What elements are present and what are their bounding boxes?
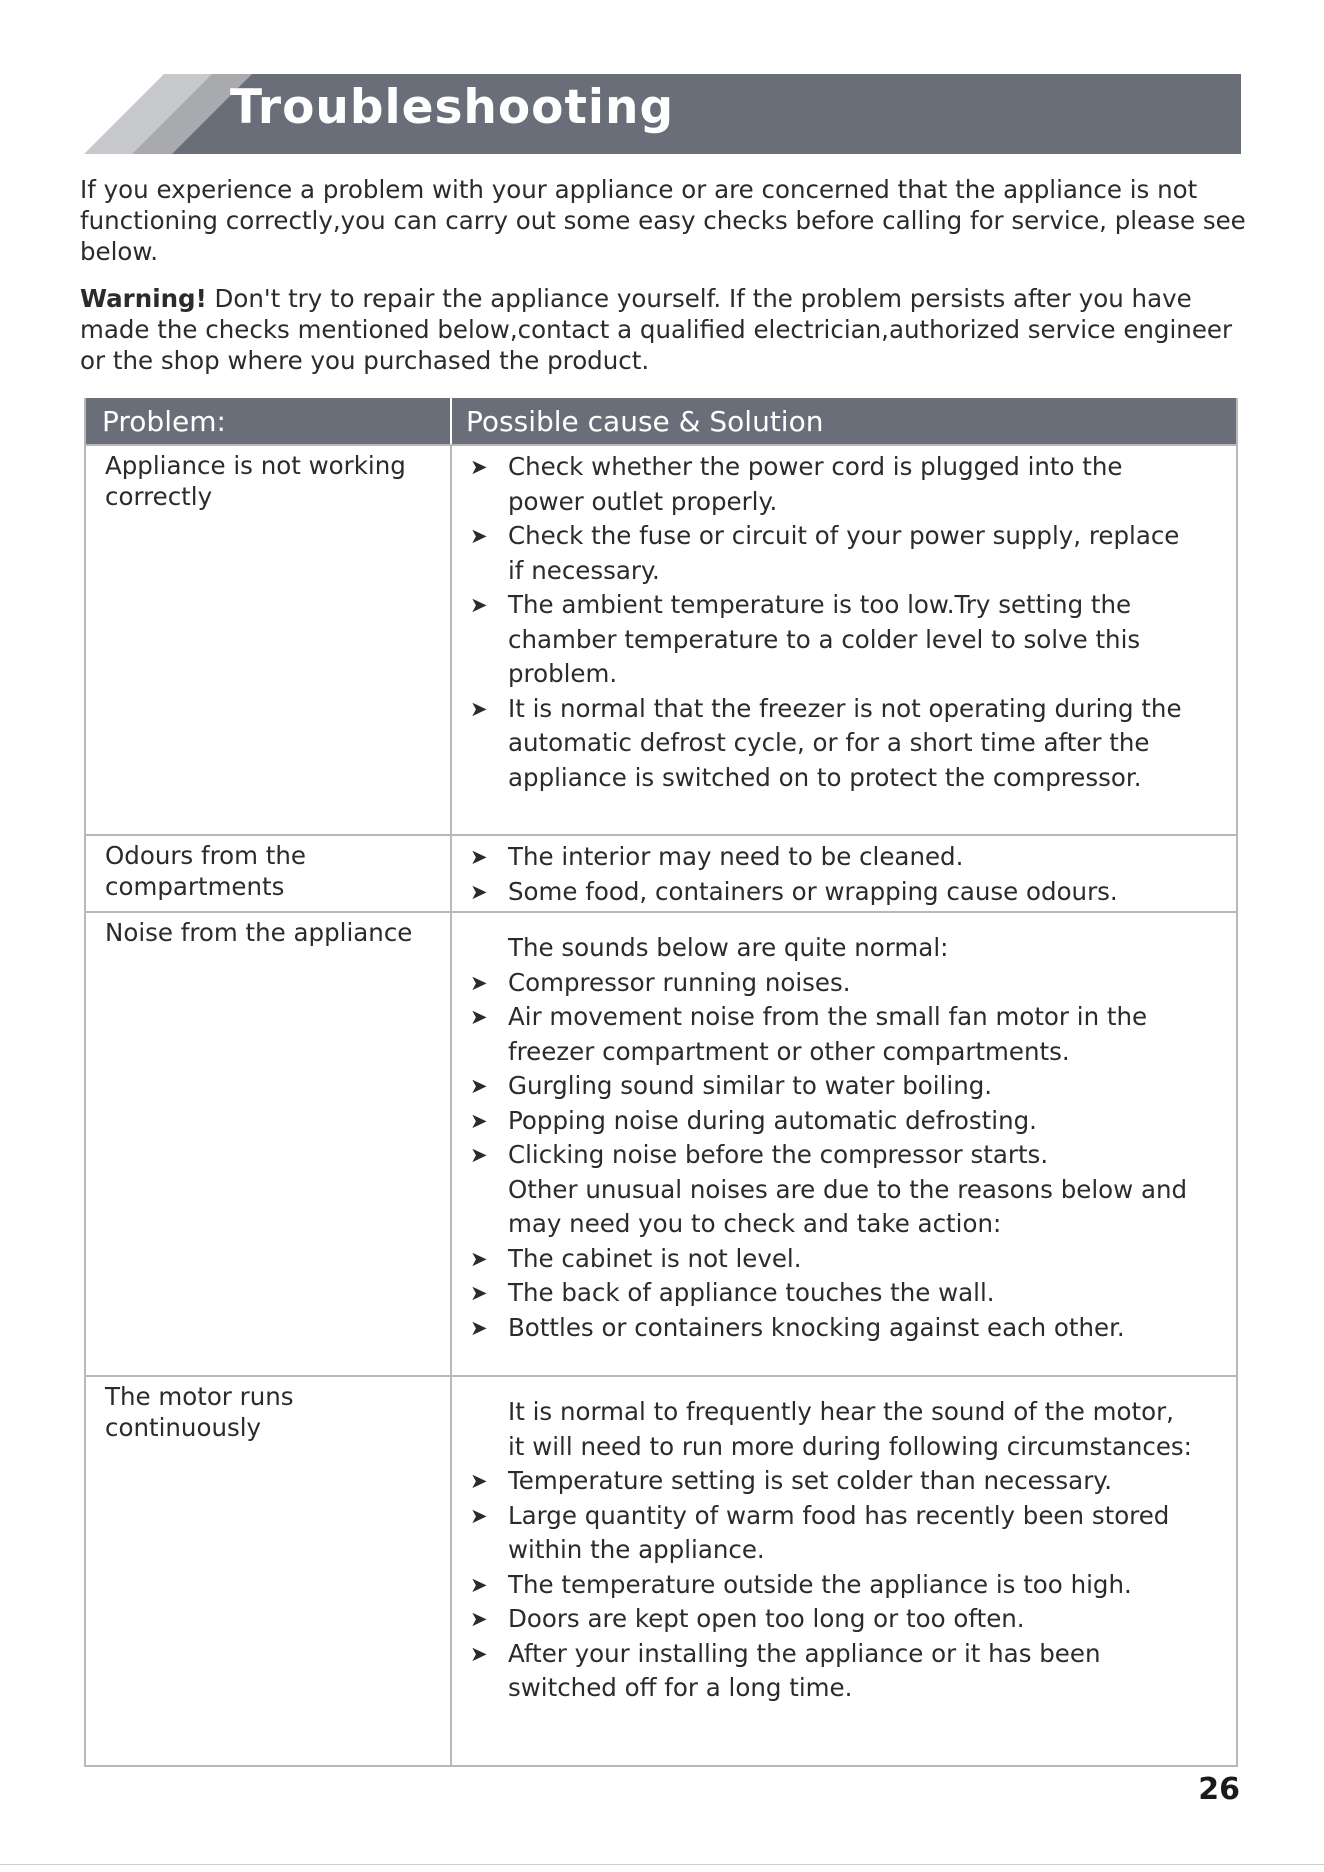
arrow-bullet-icon: ➤ (470, 1005, 488, 1029)
intro-section (80, 174, 1250, 376)
item-text: The ambient temperature is too low.Try setting the chamber temperature to a colder level to solve this problem. (508, 590, 1141, 688)
footer-rule (0, 1864, 1324, 1865)
arrow-bullet-icon: ➤ (470, 970, 488, 995)
table-row (86, 834, 1236, 911)
item-text: Compressor running noises. (508, 967, 851, 997)
item-text: Air movement noise from the small fan motor in the freezer compartment or other compartments. (508, 1002, 1148, 1066)
bullet-item (470, 1104, 1196, 1139)
solution-cell (452, 1377, 1236, 1765)
solution-cell (452, 913, 1236, 1375)
item-text: Large quantity of warm food has recently been stored within the appliance. (508, 1500, 1170, 1564)
troubleshooting-table (84, 398, 1238, 1767)
item-text: Clicking noise before the compressor starts. (508, 1140, 1049, 1169)
item-text: After your installing the appliance or it has been switched off for a long time. (508, 1638, 1101, 1702)
bullet-item (470, 966, 1196, 1001)
note-item (470, 931, 1196, 966)
arrow-bullet-icon: ➤ (470, 1641, 488, 1666)
item-text: The temperature outside the appliance is too high. (508, 1569, 1132, 1599)
table-row (86, 444, 1236, 834)
bullet-item (470, 1138, 1196, 1173)
item-text: The cabinet is not level. (508, 1243, 802, 1273)
note-item (470, 1395, 1196, 1464)
arrow-bullet-icon: ➤ (470, 524, 488, 548)
bullet-item (470, 588, 1196, 692)
arrow-bullet-icon: ➤ (470, 1607, 488, 1631)
problem-cell: Noise from the appliance (86, 913, 452, 1375)
bullet-item (470, 1602, 1196, 1637)
warning-label: Warning! (80, 284, 207, 313)
arrow-bullet-icon: ➤ (470, 1503, 488, 1528)
solution-cell (452, 836, 1236, 911)
arrow-bullet-icon: ➤ (470, 1469, 488, 1493)
item-text: The back of appliance touches the wall. (508, 1278, 995, 1307)
item-text: Check whether the power cord is plugged into the power outlet properly. (508, 452, 1123, 516)
bullet-item (470, 450, 1196, 519)
bullet-item (470, 875, 1196, 910)
title-banner (84, 74, 1241, 154)
table-row (86, 911, 1236, 1375)
item-text: Doors are kept open too long or too often. (508, 1604, 1025, 1633)
note-item (470, 1173, 1196, 1242)
item-text: Bottles or containers knocking against each other. (508, 1312, 1125, 1342)
bullet-item (470, 1069, 1196, 1104)
arrow-bullet-icon: ➤ (470, 879, 488, 904)
arrow-bullet-icon: ➤ (470, 1143, 488, 1167)
header-problem: Problem: (86, 398, 452, 444)
arrow-bullet-icon: ➤ (470, 1246, 488, 1271)
solution-cell (452, 446, 1236, 834)
item-text: Check the fuse or circuit of your power supply, replace if necessary. (508, 521, 1180, 585)
arrow-bullet-icon: ➤ (470, 1108, 488, 1133)
item-text: Gurgling sound similar to water boiling. (508, 1071, 993, 1100)
page-number: 26 (1198, 1772, 1240, 1807)
table-row (86, 1375, 1236, 1765)
bullet-item (470, 692, 1196, 796)
bullet-item (470, 519, 1196, 588)
item-text: It is normal to frequently hear the sound of the motor, it will need to run more during following circumstances: (508, 1397, 1192, 1461)
arrow-bullet-icon: ➤ (470, 593, 488, 617)
bullet-item (470, 840, 1196, 875)
page-title: Troubleshooting (230, 80, 675, 135)
arrow-bullet-icon: ➤ (470, 1572, 488, 1597)
item-text: Some food, containers or wrapping cause odours. (508, 876, 1118, 906)
arrow-bullet-icon: ➤ (470, 1281, 488, 1305)
problem-cell: Appliance is not working correctly (86, 446, 452, 834)
item-text: The interior may need to be cleaned. (508, 842, 964, 871)
arrow-bullet-icon: ➤ (470, 696, 488, 721)
intro-paragraph: If you experience a problem with your appliance or are concerned that the appliance is not functioning correctly,you can carry out some easy checks before calling for service, please see below. (80, 175, 1246, 266)
arrow-bullet-icon: ➤ (470, 845, 488, 869)
bullet-item (470, 1464, 1196, 1499)
bullet-item (470, 1242, 1196, 1277)
arrow-bullet-icon: ➤ (470, 1315, 488, 1340)
bullet-item (470, 1637, 1196, 1706)
item-text: The sounds below are quite normal: (508, 933, 949, 962)
arrow-bullet-icon: ➤ (470, 1074, 488, 1098)
bullet-item (470, 1000, 1196, 1069)
warning-text: Don't try to repair the appliance yourself. If the problem persists after you have made the checks mentioned below,contact a qualified electrician,authorized service engineer or the shop where you purchased the product. (80, 284, 1233, 375)
header-solution: Possible cause & Solution (466, 404, 824, 438)
item-text: Temperature setting is set colder than necessary. (508, 1466, 1113, 1495)
item-text: It is normal that the freezer is not operating during the automatic defrost cycle, or for a short time after the appliance is switched on to protect the compressor. (508, 693, 1182, 792)
bullet-item (470, 1499, 1196, 1568)
arrow-bullet-icon: ➤ (470, 455, 488, 479)
item-text: Other unusual noises are due to the reasons below and may need you to check and take action: (508, 1174, 1188, 1238)
bullet-item (470, 1568, 1196, 1603)
bullet-item (470, 1276, 1196, 1311)
warning-paragraph (80, 283, 1250, 376)
bullet-item (470, 1311, 1196, 1346)
problem-cell: The motor runs continuously (86, 1377, 452, 1765)
table-header (86, 398, 1236, 444)
item-text: Popping noise during automatic defrosting. (508, 1105, 1037, 1135)
problem-cell: Odours from the compartments (86, 836, 452, 911)
